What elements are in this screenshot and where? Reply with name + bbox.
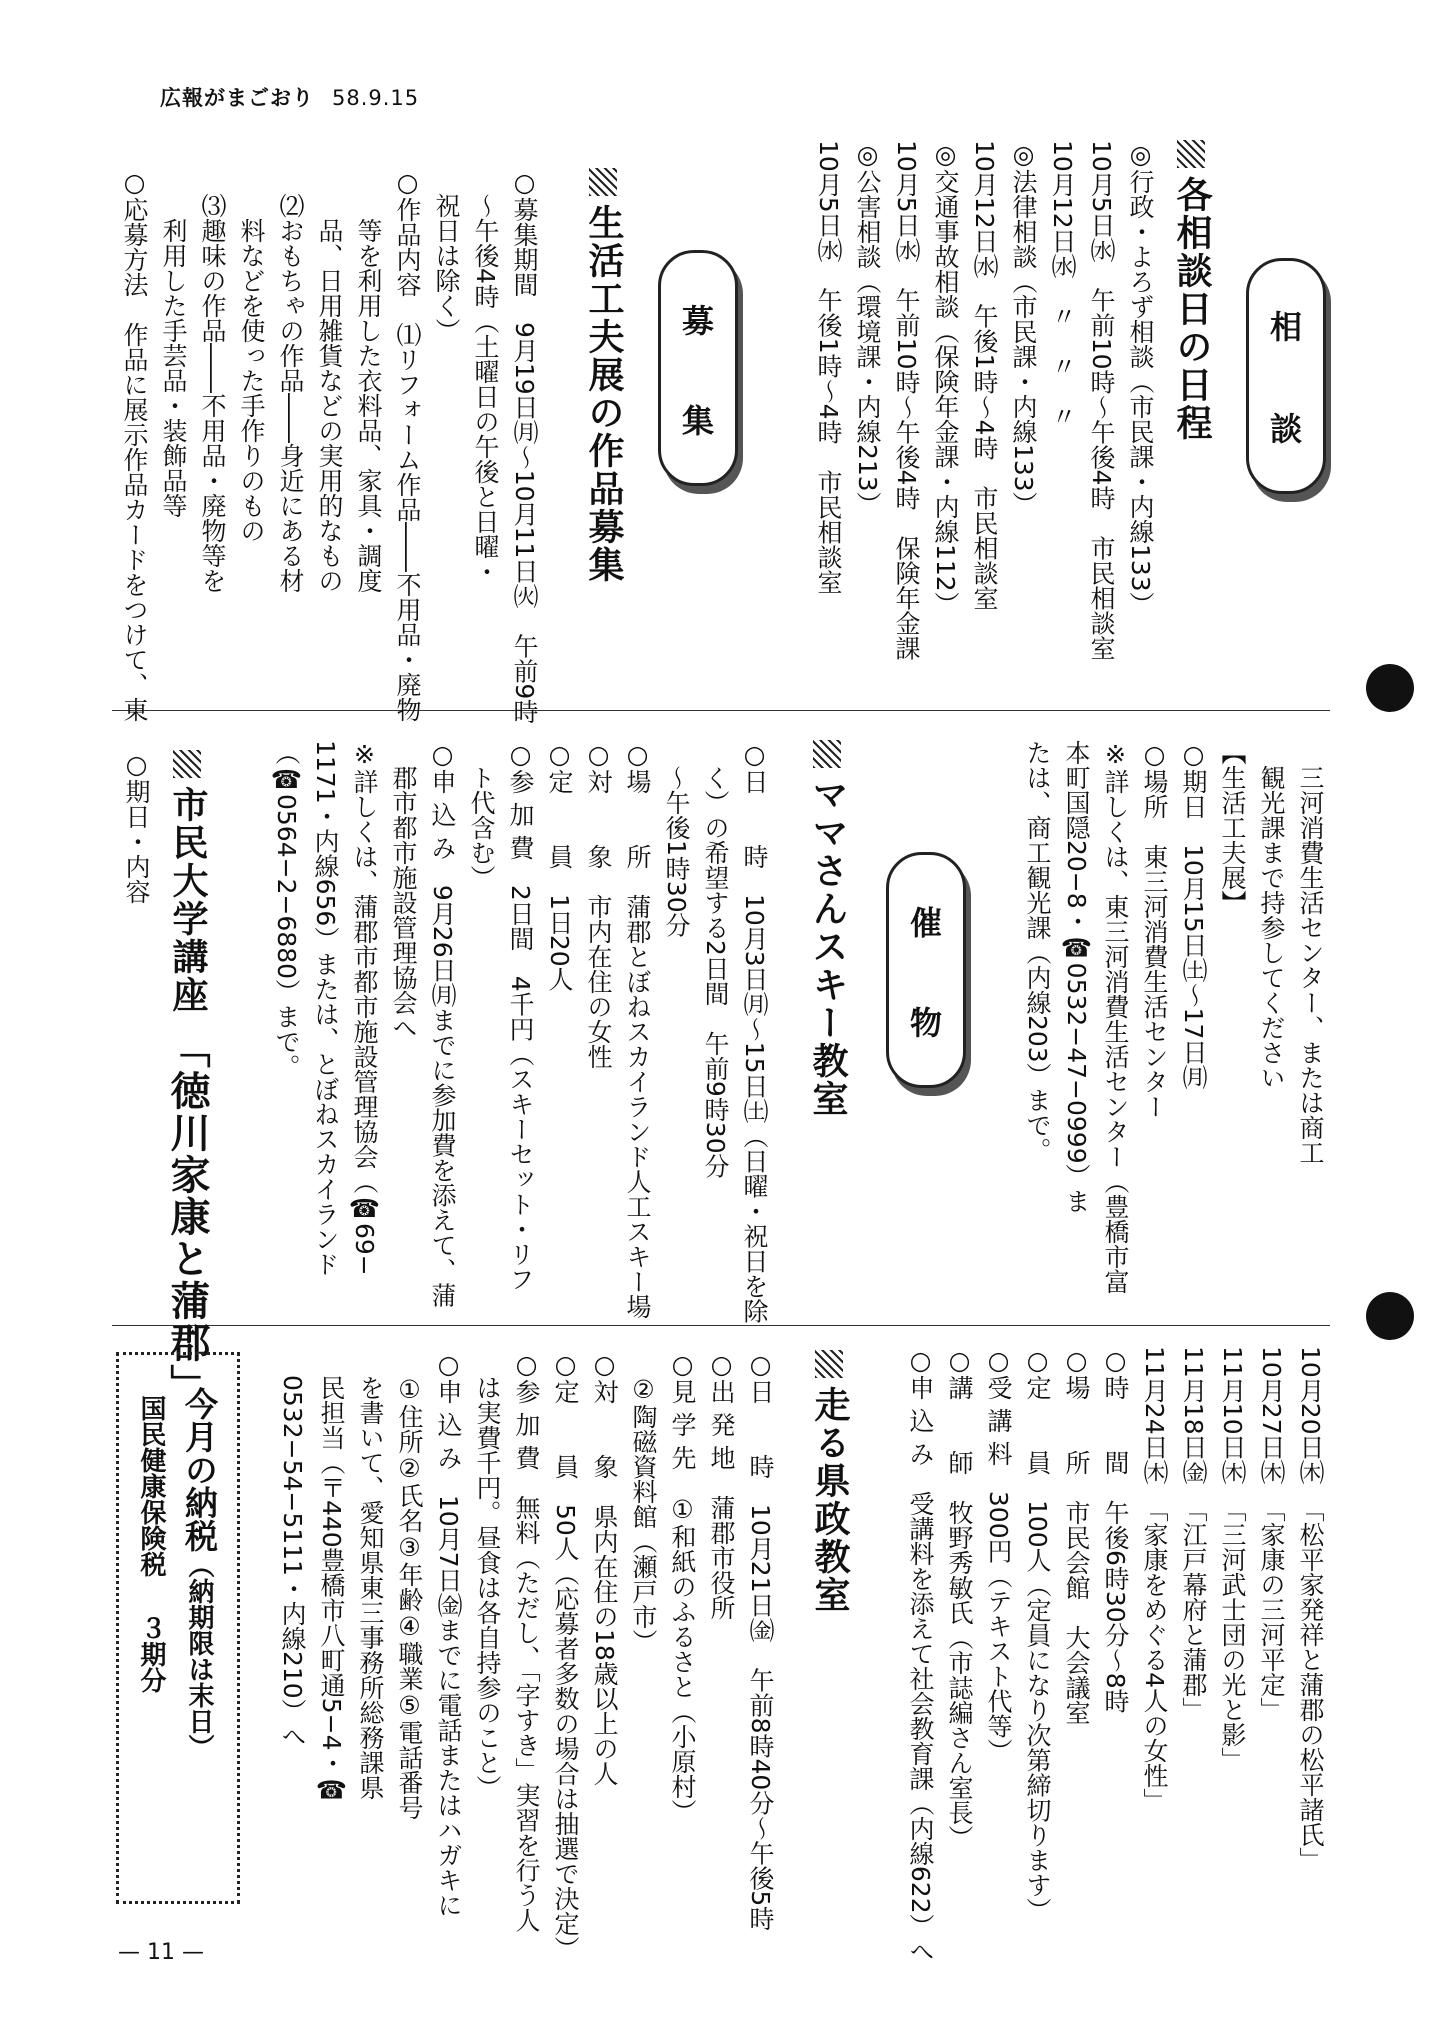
text-line: ○場 所 市民会館 大会議室 [1062,1346,1091,1725]
text-line: 11月18日㈮ 「江戸幕府と蒲郡」 [1179,1346,1208,1723]
text-line: ○対 象 市内在住の女性 [584,740,613,1069]
text-line: たは、商工観光課（内線203）まで。 [1023,740,1052,1163]
section-marker-icon [815,1350,843,1378]
soudan-schedule [778,140,1160,680]
tax-item: 国民健康保険税３期分 [136,1395,166,1693]
text-line: 10月20日㈭ 「松平家発祥と蒲郡の松平諸氏」 [1296,1346,1325,1873]
text-line: ○作品内容 ⑴リフォーム作品――不用品・廃物 [393,168,422,722]
text-line: ②陶磁資料館（瀬戸市） [629,1350,658,1654]
seikatsu-title: 生活工夫展の作品募集 [580,168,626,668]
newsletter-header [160,82,419,112]
text-line: 観光課まで持参してください [1257,740,1286,1090]
text-line: ⑵おもちゃの作品――身近にある材 [276,168,305,593]
text-line: ○場 所 蒲郡とぼねスカイランド人工スキー場 [623,740,652,1319]
text-line: ※詳しくは、東三河消費生活センター（豊橋市富 [1101,740,1130,1294]
category-char: 談 [1269,410,1302,448]
text-line: 【生活工夫展】 [1218,740,1247,915]
text-line: ①住所②氏名③年齢④職業⑤電話番号 [395,1350,424,1820]
text-line: ◎法律相談（市民課・内線133） [1009,140,1038,517]
shimin-body-b [900,1346,1330,1964]
text-line: ○定 員 1日20人 [545,740,574,992]
page-number: — 11 — [118,1940,204,1965]
band-divider-bottom [112,1325,1330,1326]
text-line: ○日 時 10月21日㈮ 午前8時40分〜午後5時 [746,1350,775,1932]
text-line: く）の希望する2日間 午前9時30分 [701,740,730,1179]
text-line: ○募集期間 9月19日㈪〜10月11日㈫ 午前9時 [510,168,539,725]
text-line: ○参 加 費 2日間 4千円（スキーセット・リフ [506,740,535,1292]
text-line: ○時 間 午後6時30分〜8時 [1101,1346,1130,1714]
text-line: ○対 象 県内在住の18歳以上の人 [590,1350,619,1786]
text-line: ○出 発 地 蒲郡市役所 [707,1350,736,1620]
text-line: 〜午後1時30分 [662,740,691,938]
text-line: を書いて、愛知県東三事務所総務課県 [356,1350,385,1800]
text-line: ○申 込 み 受講料を添えて社会教育課（内線622）へ [906,1346,935,1964]
text-line: ○日 時 10月3日㈪〜15日㈯（日曜・祝日を除 [740,740,769,1324]
text-line: ○参 加 費 無料（ただし、「字すき」実習を行う人 [512,1350,541,1933]
text-line: 郡市都市施設管理協会へ [389,740,418,1040]
issue-date: 58.9.15 [332,86,420,110]
category-badge-saibutsu [886,852,966,1088]
text-line: ○期日・内容 [122,750,151,904]
category-char: 物 [909,1004,942,1042]
section-marker-icon [173,750,201,778]
text-line: は実費千円。昼食は各自持参のこと） [473,1350,502,1800]
text-line: 10月12日㈬ 〃 〃 〃 [1048,140,1077,429]
text-line: ○申 込 み 10月7日㈮までに電話またはハガキに [434,1350,463,1918]
text-line: ○定 員 100人（定員になり次第締切ります） [1023,1346,1052,1923]
text-line: 10月27日㈭ 「家康の三河平定」 [1257,1346,1286,1723]
seikatsu-body-a [112,168,544,725]
text-line: 祝日は除く） [432,168,461,343]
mama-ski-title: ママさんスキー教室 [804,740,850,1180]
kensei-title: 走る県政教室 [806,1350,852,1680]
text-line: ◎行政・よろず相談（市民課・内線133） [1126,140,1155,617]
text-line: ○受 講 料 300円（テキスト代等） [984,1346,1013,1764]
text-line: 民担当（〒440豊橋市八町通5−4・☎ [317,1350,346,1805]
text-line: 等を利用した衣料品、家具・調度 [354,168,383,593]
category-char: 催 [909,904,942,942]
category-char: 集 [681,402,714,440]
section-marker-icon [589,168,617,196]
text-line: 本町国隠20−8・☎0532−47−0999）ま [1062,740,1091,1214]
band-divider-top [112,710,1330,711]
text-line: ○見 学 先 ①和紙のふるさと（小原村） [668,1350,697,1824]
text-line: ○場所 東三河消費生活センター [1140,740,1169,1119]
category-char: 募 [681,302,714,340]
shimin-body-a [112,750,156,1290]
text-line: 10月5日㈬ 午前10時〜午後4時 保険年金課 [892,140,921,661]
text-line: ○定 員 50人（応募者多数の場合は抽選で決定） [551,1350,580,1961]
kensei-body [256,1350,780,1961]
text-line: 1171・内線656）または、とぼねスカイランド [311,740,340,1277]
text-line: ト代含む） [467,740,496,890]
category-char: 相 [1269,308,1302,346]
text-line: ○期日 10月15日㈯〜17日㈪ [1179,740,1208,1090]
text-line: 10月5日㈬ 午後1時〜4時 市民相談室 [814,140,843,595]
section-marker-icon [813,740,841,768]
category-badge-soudan [1246,258,1326,494]
text-line: 10月12日㈬ 午後1時〜4時 市民相談室 [970,140,999,611]
text-line: 0532−54−5111・内線210）へ [278,1350,307,1749]
shimin-title: 市民大学講座「徳川家康と蒲郡」 [164,750,210,1300]
text-line: 11月10日㈭ 「三河武士団の光と影」 [1218,1346,1247,1773]
text-line: ◎公害相談（環境課・内線213） [853,140,882,517]
text-line: 利用した手芸品・装飾品等 [159,168,188,518]
text-line: 三河消費生活センター、または商工 [1296,740,1325,1165]
tax-title: 今月の納税（納期限は末日） [180,1387,219,1760]
text-line: ○応募方法 作品に展示作品カードをつけて、東 [120,168,149,722]
binding-hole [1366,1292,1414,1340]
text-line: 〜午後4時（土曜日の午後と日曜・ [471,168,500,584]
category-badge-boshu [658,250,738,486]
soudan-title: 各相談日の日程 [1168,140,1214,610]
text-line: ○講 師 牧野秀敏氏（市誌編さん室長） [945,1346,974,1850]
text-line: ⑶趣味の作品――不用品・廃物等を [198,168,227,593]
text-line: 料などを使った手作りのもの [237,168,266,543]
text-line: （☎0564−2−6880）まで。 [272,740,301,1080]
newsletter-title: 広報がまごおり [160,86,314,110]
text-line: ◎交通事故相談（保険年金課・内線112） [931,140,960,617]
tax-notice-box [116,1352,240,1904]
text-line: 11月24日㈭ 「家康をめぐる4人の女性」 [1140,1346,1169,1814]
text-line: ○申 込 み 9月26日㈪までに参加費を添えて、蒲 [428,740,457,1308]
binding-hole [1366,664,1414,712]
section-marker-icon [1177,140,1205,168]
seikatsu-body-b [1000,740,1330,1300]
text-line: 品、日用雑貨などの実用的なもの [315,168,344,593]
text-line: 10月5日㈬ 午前10時〜午後4時 市民相談室 [1087,140,1116,661]
text-line: ※詳しくは、蒲郡市都市施設管理協会（☎69− [350,740,379,1276]
mama-ski-body [262,740,774,1324]
